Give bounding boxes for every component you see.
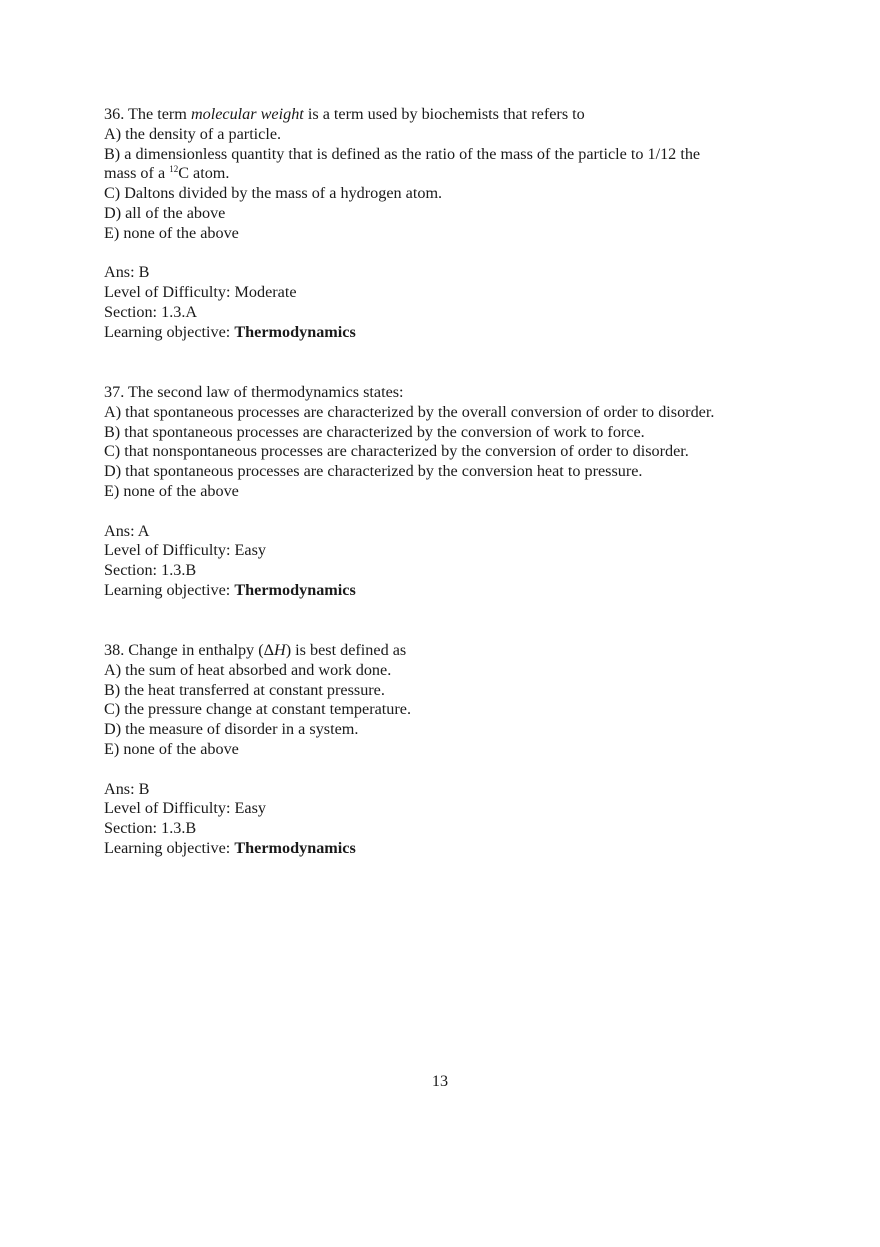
option-d: D) the measure of disorder in a system. <box>104 720 359 739</box>
option-b: B) a dimensionless quantity that is defined as the ratio of the mass of the particle to 1/12 the <box>104 144 701 163</box>
option-e: E) none of the above <box>104 223 239 242</box>
question-stem: 36. The term molecular weight is a term used by biochemists that refers to <box>104 105 585 123</box>
option-c: C) the pressure change at constant temperature. <box>104 700 411 719</box>
learning-objective: Learning objective: Thermodynamics <box>104 838 356 857</box>
option-e: E) none of the above <box>104 739 239 758</box>
spacer <box>104 760 784 780</box>
learning-objective: Learning objective: Thermodynamics <box>104 322 356 341</box>
answer: Ans: A <box>104 521 150 540</box>
italic-term: molecular weight <box>190 105 304 123</box>
objective-value: Thermodynamics <box>234 322 356 341</box>
spacer <box>104 502 784 522</box>
difficulty: Level of Difficulty: Easy <box>104 799 266 818</box>
option-e: E) none of the above <box>104 481 239 500</box>
difficulty: Level of Difficulty: Moderate <box>104 283 297 302</box>
difficulty: Level of Difficulty: Easy <box>104 541 266 560</box>
question-37 <box>104 383 784 601</box>
option-a: A) the density of a particle. <box>104 124 282 143</box>
isotope-superscript: 12 <box>169 164 179 175</box>
spacer <box>104 244 784 264</box>
question-stem: 38. Change in enthalpy (ΔH) is best defined as <box>104 641 407 659</box>
section: Section: 1.3.A <box>104 302 198 321</box>
option-c: C) Daltons divided by the mass of a hydrogen atom. <box>104 184 443 203</box>
objective-value: Thermodynamics <box>234 580 356 599</box>
answer: Ans: B <box>104 263 150 282</box>
question-number: 38. <box>104 641 125 659</box>
section: Section: 1.3.B <box>104 819 197 838</box>
question-38 <box>104 641 784 859</box>
italic-symbol: H <box>274 641 286 659</box>
question-number: 36. <box>104 105 125 123</box>
answer: Ans: B <box>104 779 150 798</box>
option-b-continued: mass of a $^{12}$C atom. <box>104 164 230 183</box>
question-number: 37. <box>104 383 125 401</box>
objective-value: Thermodynamics <box>234 838 356 857</box>
question-36 <box>104 105 784 343</box>
option-b: B) the heat transferred at constant pressure. <box>104 680 385 699</box>
option-c: C) that nonspontaneous processes are characterized by the conversion of order to disorder. <box>104 442 689 461</box>
option-b: B) that spontaneous processes are characterized by the conversion of work to force. <box>104 422 645 441</box>
page-number: 13 <box>431 1072 449 1090</box>
option-a: A) that spontaneous processes are characterized by the overall conversion of order to disorder. <box>104 402 715 421</box>
learning-objective: Learning objective: Thermodynamics <box>104 580 356 599</box>
option-d: D) that spontaneous processes are characterized by the conversion heat to pressure. <box>104 462 643 481</box>
question-stem: 37. The second law of thermodynamics states: <box>104 383 404 401</box>
option-d: D) all of the above <box>104 203 226 222</box>
option-a: A) the sum of heat absorbed and work done. <box>104 660 392 679</box>
section: Section: 1.3.B <box>104 561 197 580</box>
